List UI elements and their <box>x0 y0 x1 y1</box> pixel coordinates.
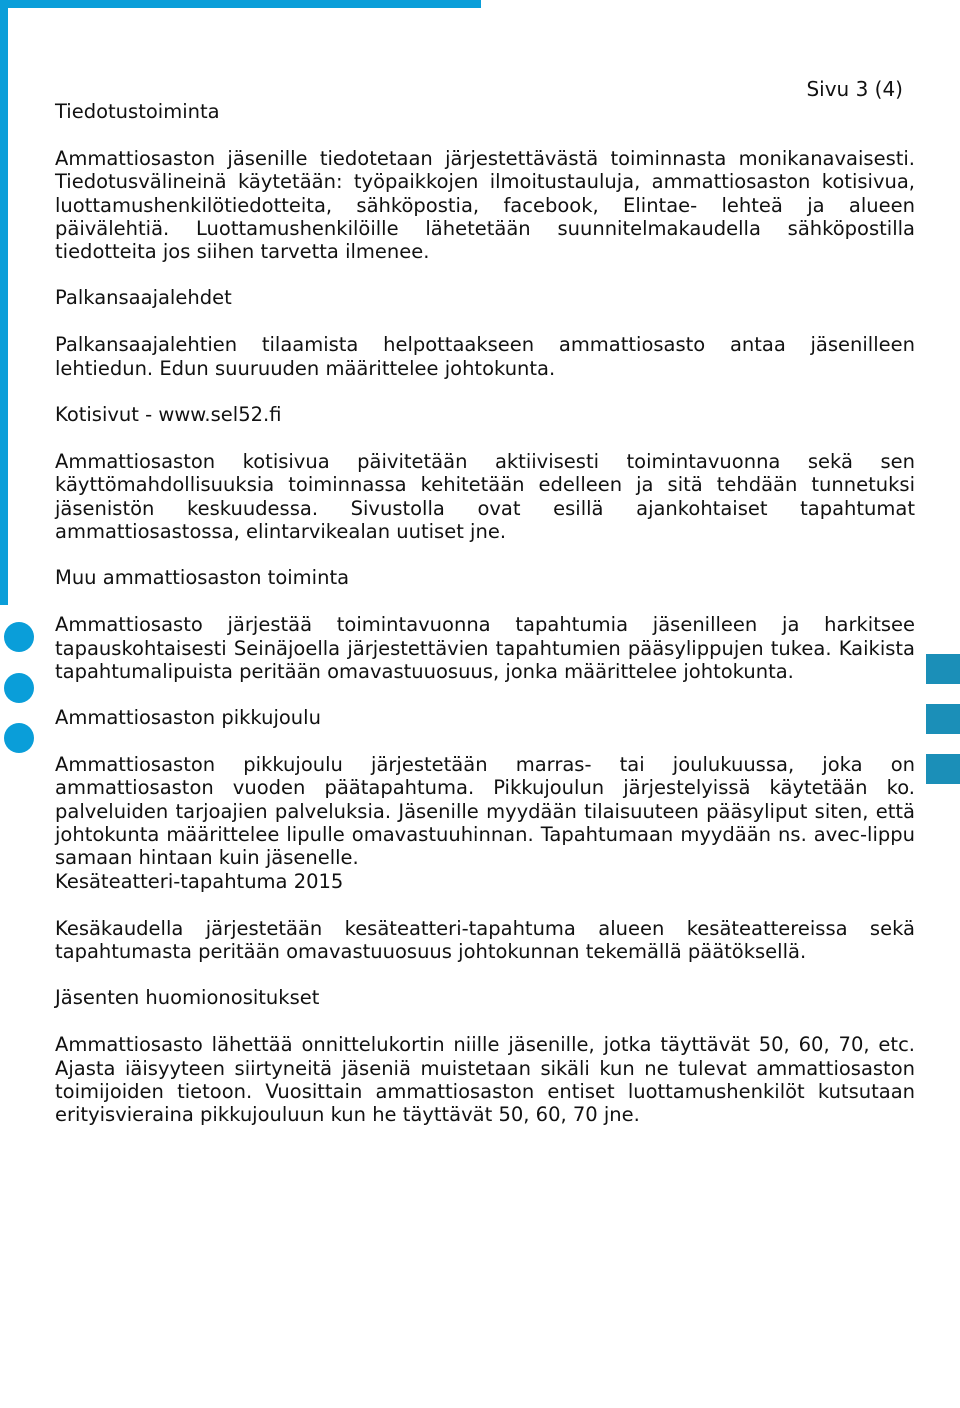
section-body-huomionositukset: Ammattiosasto lähettää onnittelukortin niille jäsenille, jotka täyttävät 50, 60, 70, etc. Ajasta iäisyyteen siirtyneitä jäseniä muistetaan sikäli kun ne tulevat ammattiosaston toimijoiden tietoon. Vuosittain ammattiosaston entiset luottamushenkilöt kutsutaan erityisvieraina pikkujouluun kun he täyttävät 50, 60, 70 jne. <box>55 1033 915 1127</box>
section-body-palkansaajalehdet: Palkansaajalehtien tilaamista helpottaakseen ammattiosasto antaa jäsenilleen lehtiedun. Edun suuruuden määrittelee johtokunta. <box>55 333 915 380</box>
section-body-tiedotustoiminta: Ammattiosaston jäsenille tiedotetaan järjestettävästä toiminnasta monikanavaisesti. Tiedotusvälineinä käytetään: työpaikkojen ilmoitustauluja, ammattiosaston kotisivua, luottamushenkilötiedotteita, sähköpostia, facebook, Elintae- lehteä ja alueen päivälehtiä. Luottamushenkilöille lähetetään suunnitelmakaudella sähköpostilla tiedotteita jos siihen tarvetta ilmenee. <box>55 147 915 264</box>
section-heading-palkansaajalehdet: Palkansaajalehdet <box>55 286 232 310</box>
section-heading-huomionositukset: Jäsenten huomionositukset <box>55 986 320 1010</box>
frame-inner-left <box>8 8 36 605</box>
frame-inner-top <box>8 8 481 36</box>
section-heading-pikkujoulu: Ammattiosaston pikkujoulu <box>55 706 321 730</box>
section-body-kesateatteri: Kesäkaudella järjestetään kesäteatteri-tapahtuma alueen kesäteattereissa sekä tapahtumasta peritään omavastuuosuus johtokunnan tekemällä päätöksellä. <box>55 916 915 963</box>
section-body-kotisivut: Ammattiosaston kotisivua päivitetään aktiivisesti toimintavuonna sekä sen käyttömahdollisuuksia toiminnassa kehitetään edelleen ja sitä tehdään tunnetuksi jäsenistön keskuudessa. Sivustolla ovat esillä ajankohtaiset tapahtumat ammattiosastossa, elintarvikealan uutiset jne. <box>55 450 915 543</box>
decorative-dot <box>4 723 34 753</box>
section-heading-kesateatteri: Kesäteatteri-tapahtuma 2015 <box>55 869 344 893</box>
section-body-pikkujoulu: Ammattiosaston pikkujoulu järjestetään marras- tai joulukuussa, joka on ammattiosaston vuoden päätapahtuma. Pikkujoulun järjestelyissä käytetään ko. palveluiden tarjoajien palveluksia. Jäsenille myydään tilaisuuteen pääsyliput siten, että johtokunta määrittelee lipulle omavastuuhinnan. Tapahtumaan myydään ns. avec-lippu samaan hintaan kuin jäsenelle. <box>55 753 915 870</box>
section-heading-muu-toiminta: Muu ammattiosaston toiminta <box>55 566 350 590</box>
decorative-dot <box>4 673 34 703</box>
section-heading-tiedotustoiminta: Tiedotustoiminta <box>55 100 220 123</box>
document-content <box>55 100 915 1149</box>
decorative-square <box>926 654 960 684</box>
section-heading-kotisivut: Kotisivut - www.sel52.fi <box>55 403 282 427</box>
decorative-square <box>926 704 960 734</box>
decorative-dot <box>4 622 34 652</box>
page-number: Sivu 3 (4) <box>806 77 903 101</box>
section-body-muu-toiminta: Ammattiosasto järjestää toimintavuonna tapahtumia jäsenilleen ja harkitsee tapauskohtaisesti Seinäjoella järjestettävien tapahtumien pääsylippujen tukea. Kaikista tapahtumalipuista peritään omavastuuosuus, jonka määrittelee johtokunta. <box>55 613 915 683</box>
decorative-square <box>926 754 960 784</box>
